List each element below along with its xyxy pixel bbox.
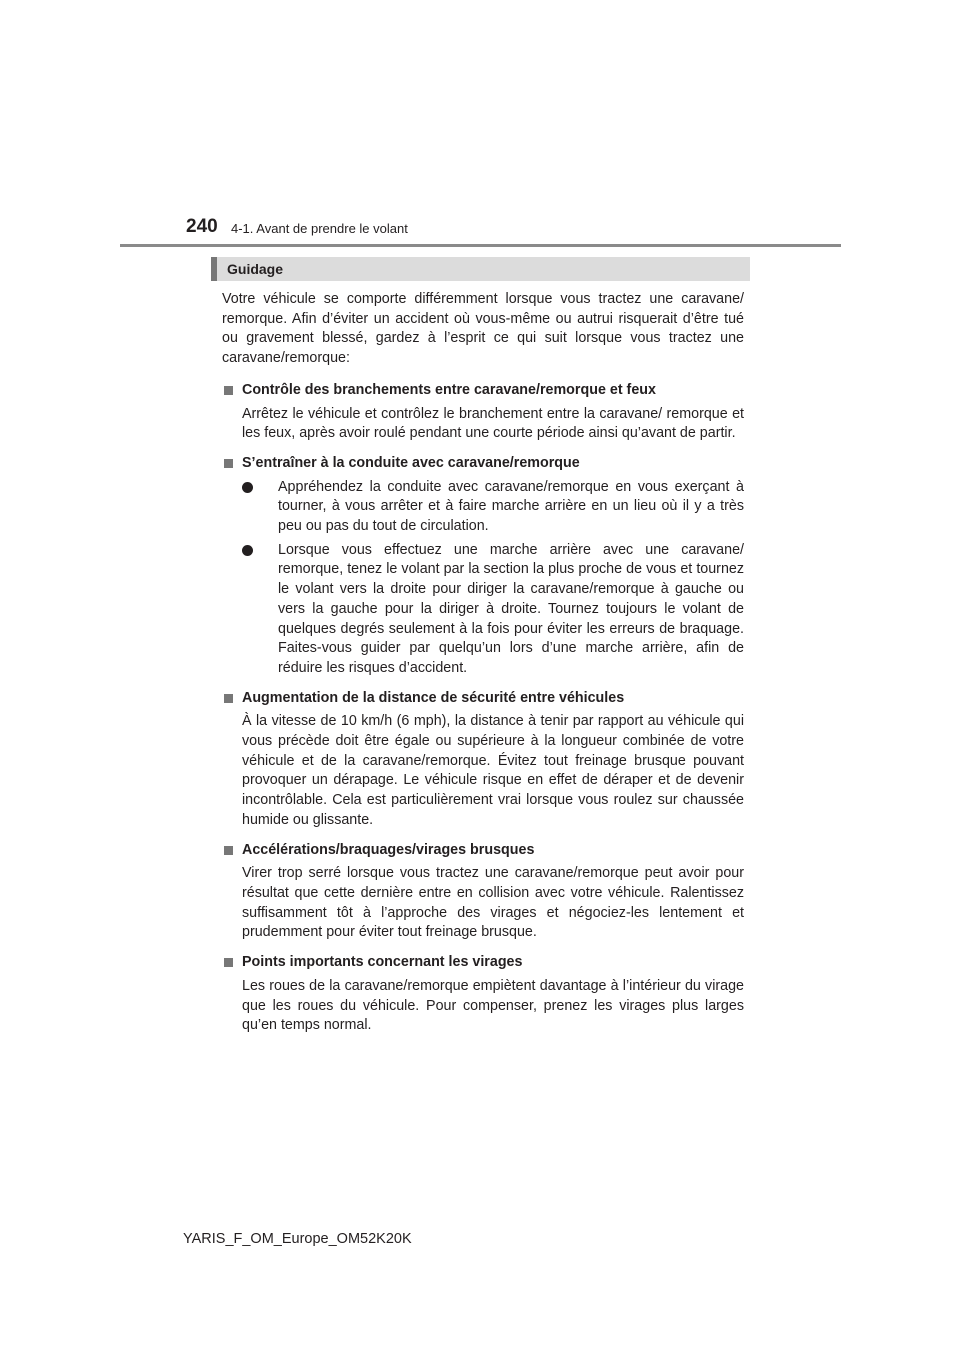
section-heading (222, 953, 744, 973)
section-virages (222, 953, 744, 1036)
square-bullet-icon (224, 386, 233, 395)
section-heading-text: Augmentation de la distance de sécurité entre véhicules (242, 689, 625, 706)
section-distance (222, 689, 744, 831)
section-heading-text: Accélérations/braquages/virages brusques (242, 841, 535, 858)
list-item (242, 541, 744, 679)
section-entrainement (222, 454, 744, 679)
round-bullet-icon (242, 482, 253, 493)
list-item (242, 478, 744, 537)
square-bullet-icon (224, 958, 233, 967)
list-item-text: Lorsque vous effectuez une marche arrière avec une caravane/ remorque, tenez le volant par la section la plus proche de vous et tournez le volant vers la droite pour diriger la caravane/remorque à gauche ou vers la gauche pour la diriger à droite. Tournez toujours le volant de quelques degrés seulement à la fois pour éviter les erreurs de braquage. Faites-vous guider par quelqu’un lors d’une marche arrière, afin de réduire les risques d’accident. (278, 541, 744, 676)
section-heading (222, 841, 744, 861)
section-paragraph: Virer trop serré lorsque vous tractez une caravane/remorque peut avoir pour résultat que cette dernière entre en collision avec votre véhicule. Ralentissez suffisamment tôt à l’approche des virages et négociez-les lentement et prudemment pour éviter tout freinage brusque. (242, 865, 744, 941)
section-content (222, 977, 744, 1036)
section-content (222, 478, 744, 679)
guide-title-bar (211, 257, 750, 281)
guide-title: Guidage (227, 261, 284, 277)
section-content (222, 405, 744, 444)
list-item-text: Appréhendez la conduite avec caravane/remorque en vous exerçant à tourner, à vous arrêter et à faire marche arrière en un lieu où il y a très peu ou pas du tout de circulation. (278, 478, 744, 535)
section-heading (222, 381, 744, 401)
section-paragraph: À la vitesse de 10 km/h (6 mph), la distance à tenir par rapport au véhicule qui vous précède doit être égale ou supérieure à la longueur combinée de votre véhicule et de la caravane/remorque. Évitez tout freinage brusque pouvant provoquer un dérapage. Le véhicule risque en effet de déraper et de devenir incontrôlable. Cela est particulièrement vrai lorsque vous roulez sur chaussée humide ou glissante. (242, 713, 744, 828)
section-content (222, 712, 744, 830)
header-rule (120, 244, 841, 247)
section-heading-text: Points importants concernant les virages (242, 954, 523, 971)
intro-paragraph: Votre véhicule se comporte différemment lorsque vous tractez une caravane/ remorque. Afin d’éviter un accident où vous-même ou autrui risquerait d’être tué ou gravement blessé, gardez à l’esprit ce qui suit lorsque vous tractez une caravane/remorque: (222, 291, 744, 367)
square-bullet-icon (224, 459, 233, 468)
section-accelerations (222, 841, 744, 944)
page-number: 240 (186, 216, 218, 237)
section-heading-text: Contrôle des branchements entre caravane/remorque et feux (242, 381, 656, 398)
square-bullet-icon (224, 694, 233, 703)
footer-code: YARIS_F_OM_Europe_OM52K20K (183, 1231, 412, 1247)
section-content (222, 864, 744, 943)
section-heading (222, 454, 744, 474)
section-paragraph: Arrêtez le véhicule et contrôlez le branchement entre la caravane/ remorque et les feux, après avoir roulé pendant une courte période ainsi qu’avant de partir. (242, 405, 744, 442)
section-paragraph: Les roues de la caravane/remorque empiètent davantage à l’intérieur du virage que les roues du véhicule. Pour compenser, prenez les virages plus larges qu’en temps normal. (242, 977, 744, 1034)
running-head: 4-1. Avant de prendre le volant (231, 221, 408, 236)
round-bullet-icon (242, 545, 253, 556)
section-branchements (222, 381, 744, 444)
guide-body (222, 290, 744, 1046)
section-heading-text: S’entraîner à la conduite avec caravane/remorque (242, 454, 580, 471)
square-bullet-icon (224, 846, 233, 855)
section-heading (222, 689, 744, 709)
